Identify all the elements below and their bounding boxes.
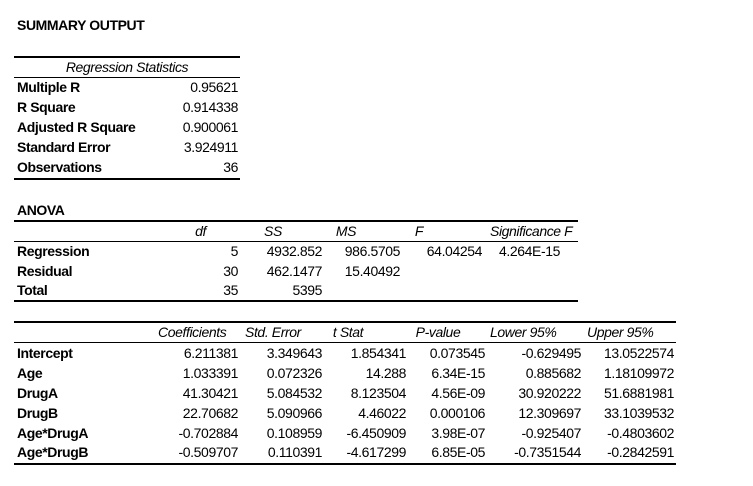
anova-bottom-rule — [14, 300, 578, 302]
coef-cell: 41.30421 — [182, 385, 238, 401]
coef-cell: 0.000106 — [429, 405, 485, 421]
anova-row-label: Residual — [17, 263, 73, 279]
coef-header: t Stat — [332, 324, 364, 340]
coef-cell: 0.108959 — [266, 425, 322, 441]
regstats-label: Observations — [17, 159, 102, 175]
coef-cell: 4.56E-09 — [431, 385, 485, 401]
anova-cell: 30 — [223, 263, 238, 279]
coef-cell: 14.288 — [365, 365, 406, 381]
coef-row-label: Age*DrugA — [17, 425, 89, 441]
anova-header: F — [414, 223, 424, 239]
coef-cell: 6.211381 — [183, 345, 238, 361]
anova-cell: 5395 — [292, 282, 322, 298]
coef-cell: 5.090966 — [266, 405, 322, 421]
coef-cell: 0.072326 — [266, 365, 322, 381]
anova-row-label: Regression — [17, 243, 90, 259]
coef-cell: -0.702884 — [178, 425, 238, 441]
anova-header: Significance F — [490, 223, 573, 239]
anova-cell: 15.40492 — [344, 263, 400, 279]
regstats-header: Regression Statistics — [65, 59, 189, 75]
coef-cell: 6.85E-05 — [431, 444, 485, 460]
coef-cell: 3.98E-07 — [431, 425, 485, 441]
coef-cell: 13.0522574 — [604, 345, 674, 361]
coef-row-label: DrugB — [17, 405, 58, 421]
coef-cell: 51.6881981 — [604, 385, 674, 401]
coef-cell: -0.7351544 — [514, 444, 581, 460]
anova-cell: 35 — [223, 282, 238, 298]
coef-cell: -0.4803602 — [607, 425, 674, 441]
anova-cell: 64.04254 — [426, 243, 482, 259]
anova-top-rule — [14, 220, 578, 222]
coef-cell: -0.2842591 — [607, 444, 674, 460]
coef-cell: 8.123504 — [350, 385, 406, 401]
regstats-value: 36 — [223, 159, 238, 175]
coef-cell: 1.033391 — [182, 365, 238, 381]
anova-title: ANOVA — [17, 202, 65, 218]
coef-cell: 4.46022 — [358, 405, 406, 421]
regstats-top-rule — [14, 56, 240, 58]
coef-header: Coefficients — [158, 324, 227, 340]
anova-header-rule — [14, 241, 578, 242]
coef-header-rule — [14, 342, 676, 343]
coef-cell: 5.084532 — [266, 385, 322, 401]
summary-title: SUMMARY OUTPUT — [17, 17, 145, 33]
coef-cell: 0.073545 — [429, 345, 485, 361]
coef-cell: 30.920222 — [518, 385, 581, 401]
coef-cell: -0.925407 — [521, 425, 581, 441]
coef-header: P-value — [415, 324, 461, 340]
coef-header: Std. Error — [245, 324, 301, 340]
anova-cell: 462.1477 — [266, 263, 322, 279]
regstats-bottom-rule — [14, 178, 240, 180]
anova-cell: 986.5705 — [344, 243, 400, 259]
anova-header: df — [195, 223, 206, 239]
coef-cell: 12.309697 — [518, 405, 581, 421]
regstats-label: Adjusted R Square — [17, 119, 136, 135]
coef-row-label: Intercept — [17, 345, 73, 361]
anova-cell: 4932.852 — [266, 243, 322, 259]
anova-cell: 5 — [230, 243, 238, 259]
coef-cell: 0.885682 — [525, 365, 581, 381]
regstats-value: 0.95621 — [190, 79, 238, 95]
anova-header: MS — [335, 223, 357, 239]
regstats-value: 3.924911 — [183, 139, 238, 155]
regstats-label: Multiple R — [17, 79, 80, 95]
coef-cell: -0.509707 — [178, 444, 238, 460]
coef-cell: 22.70682 — [182, 405, 238, 421]
coef-top-rule — [14, 321, 676, 323]
coef-cell: 6.34E-15 — [431, 365, 485, 381]
anova-row-label: Total — [17, 282, 48, 298]
coef-cell: -6.450909 — [346, 425, 406, 441]
coef-header: Lower 95% — [490, 324, 557, 340]
coef-cell: -4.617299 — [346, 444, 406, 460]
regstats-value: 0.900061 — [182, 119, 238, 135]
coef-cell: -0.629495 — [521, 345, 581, 361]
regstats-value: 0.914338 — [182, 99, 238, 115]
coef-row-label: Age — [17, 365, 43, 381]
coef-cell: 3.349643 — [266, 345, 322, 361]
anova-header: SS — [264, 223, 282, 239]
regstats-header-rule — [14, 77, 240, 78]
coef-bottom-rule — [14, 463, 676, 465]
coef-header: Upper 95% — [587, 324, 654, 340]
coef-cell: 1.854341 — [350, 345, 406, 361]
coef-cell: 33.1039532 — [604, 405, 674, 421]
regstats-label: R Square — [17, 99, 76, 115]
coef-row-label: Age*DrugB — [17, 444, 89, 460]
coef-row-label: DrugA — [17, 385, 58, 401]
anova-cell: 4.264E-15 — [499, 243, 561, 259]
regstats-label: Standard Error — [17, 139, 111, 155]
coef-cell: 0.110391 — [267, 444, 322, 460]
coef-cell: 1.18109972 — [604, 365, 674, 381]
